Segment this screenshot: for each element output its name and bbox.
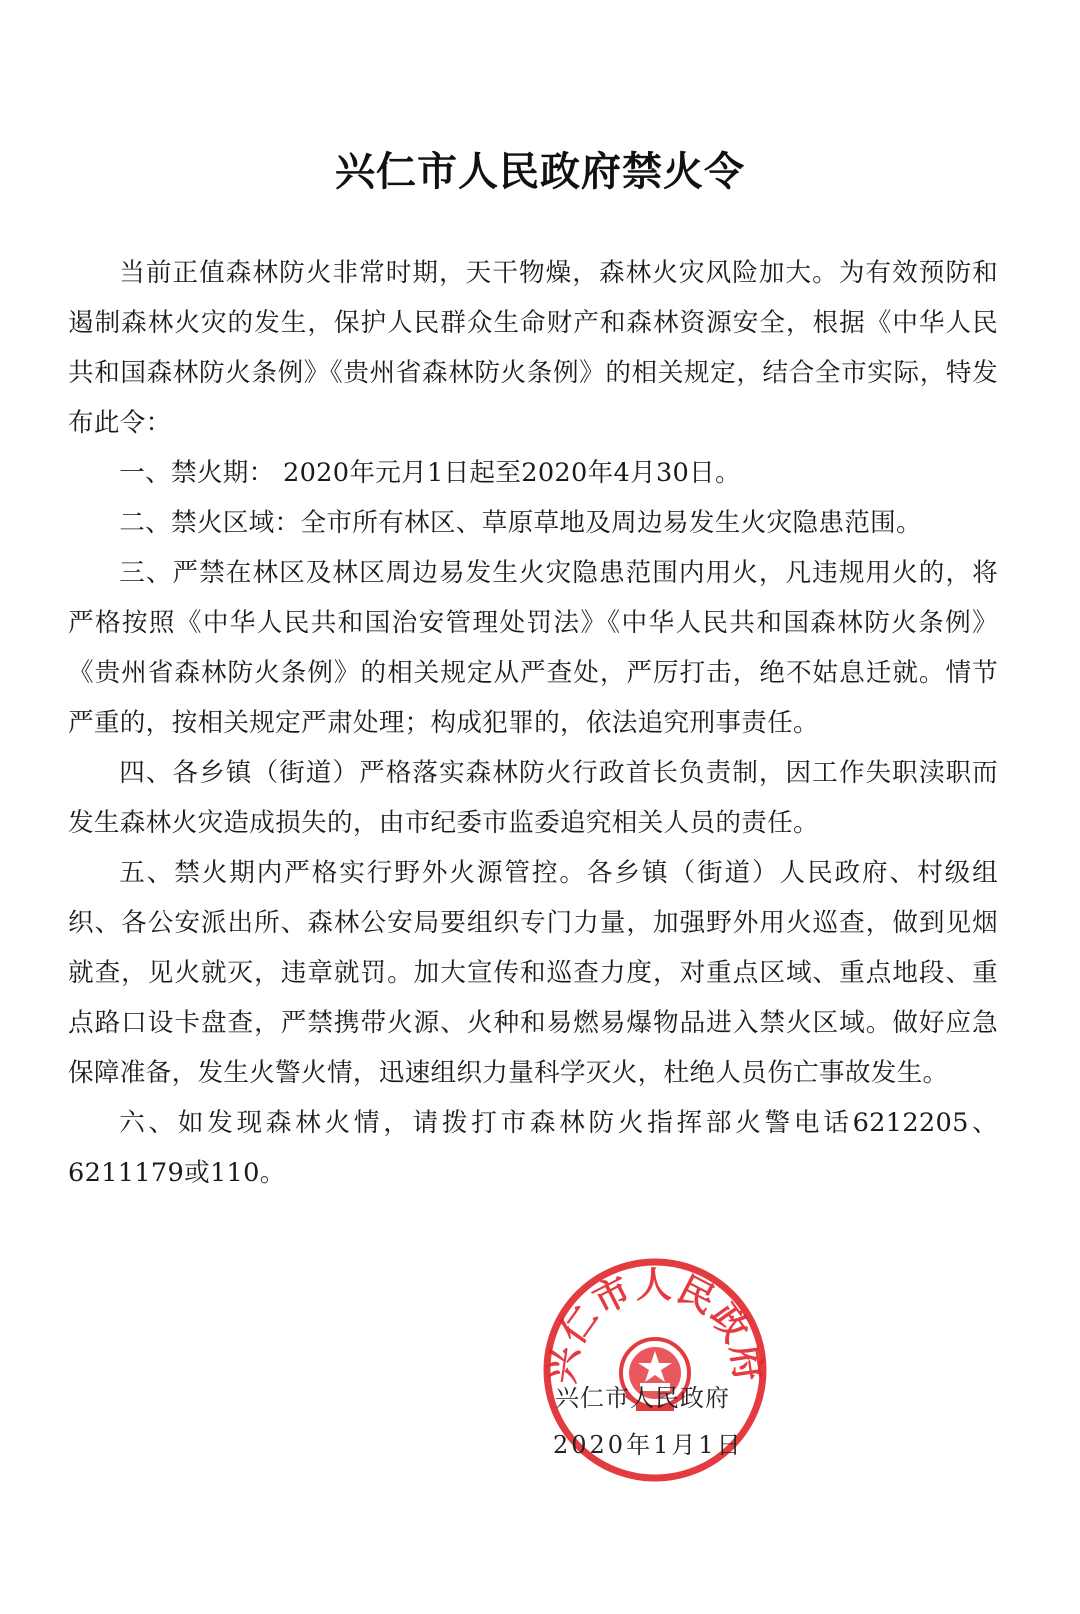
paragraph-item-1: 一、禁火期： 2020年元月1日起至2020年4月30日。 (119, 458, 741, 488)
paragraph-item-3: 三、严禁在林区及林区周边易发生火灾隐患范围内用火，凡违规用火的，将严格按照《中华人民共和国治安管理处罚法》《中华人民共和国森林防火条例》《贵州省森林防火条例》的相关规定从严查处，严厉打击，绝不姑息迁就。情节严重的，按相关规定严肃处理；构成犯罪的，依法追究刑事责任。 (68, 558, 998, 738)
signature-date: 2020年1月1日 (553, 1431, 744, 1459)
document-title: 兴仁市人民政府禁火令 (335, 149, 745, 195)
document-body (68, 248, 998, 1198)
paragraph-item-5: 五、禁火期内严格实行野外火源管控。各乡镇（街道）人民政府、村级组织、各公安派出所、森林公安局要组织专门力量，加强野外用火巡查，做到见烟就查，见火就灭，违章就罚。加大宣传和巡查力度，对重点区域、重点地段、重点路口设卡盘查，严禁携带火源、火种和易燃易爆物品进入禁火区域。做好应急保障准备，发生火警火情，迅速组织力量科学灭火，杜绝人员伤亡事故发生。 (68, 858, 998, 1088)
signature-organization: 兴仁市人民政府 (555, 1384, 730, 1412)
paragraph-item-2: 二、禁火区域：全市所有林区、草原草地及周边易发生火灾隐患范围。 (119, 508, 922, 538)
seal-text: 兴仁市人民政府 (540, 1264, 770, 1386)
paragraph-item-4: 四、各乡镇（街道）严格落实森林防火行政首长负责制，因工作失职渎职而发生森林火灾造成损失的，由市纪委市监委追究相关人员的责任。 (68, 758, 998, 838)
paragraph-item-6: 六、如发现森林火情，请拨打市森林防火指挥部火警电话6212205、6211179或110。 (68, 1108, 998, 1188)
paragraph-preamble: 当前正值森林防火非常时期，天干物燥，森林火灾风险加大。为有效预防和遏制森林火灾的发生，保护人民群众生命财产和森林资源安全，根据《中华人民共和国森林防火条例》《贵州省森林防火条例》的相关规定，结合全市实际，特发布此令： (68, 258, 998, 438)
